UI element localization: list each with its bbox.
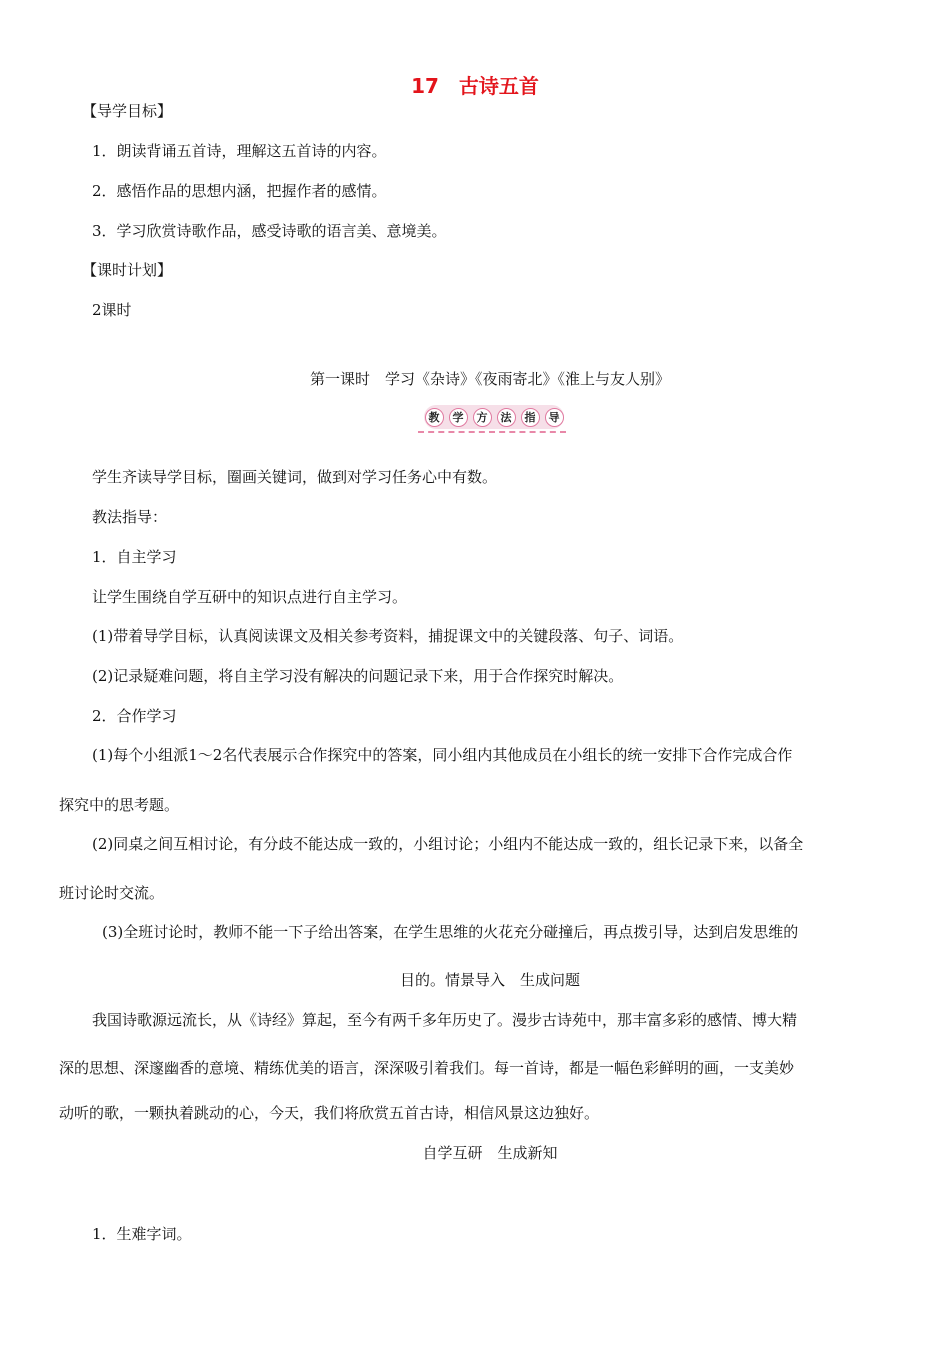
goal-item: 3．学习欣赏诗歌作品，感受诗歌的语言美、意境美。 [92,222,447,240]
paragraph: 班讨论时交流。 [59,884,165,902]
badge-char: 导 [545,408,564,427]
paragraph: 2．合作学习 [92,707,177,725]
goals-heading: 【导学目标】 [82,102,173,120]
goal-item: 1．朗读背诵五首诗，理解这五首诗的内容。 [92,142,387,160]
badge-char: 指 [521,408,540,427]
plan-heading: 【课时计划】 [82,261,173,279]
paragraph: (1)每个小组派1～2名代表展示合作探究中的答案，同小组内其他成员在小组长的统一安排下合作完成合作 [92,746,793,764]
badge-char: 法 [497,408,516,427]
lesson-heading: 第一课时 学习《杂诗》《夜雨寄北》《淮上与友人别》 [309,370,670,388]
section-heading: 自学互研 生成新知 [422,1144,558,1162]
paragraph: 让学生围绕自学互研中的知识点进行自主学习。 [92,588,408,606]
paragraph: 教法指导： [92,508,168,526]
badge-char: 方 [473,408,492,427]
intro-paragraph: 动听的歌，一颗执着跳动的心，今天，我们将欣赏五首古诗，相信风景这边独好。 [59,1104,600,1122]
paragraph: 1．自主学习 [92,548,177,566]
intro-paragraph: 我国诗歌源远流长，从《诗经》算起，至今有两千多年历史了。漫步古诗苑中，那丰富多彩的感情、博大精 [92,1011,798,1029]
plan-value: 2课时 [92,301,132,319]
paragraph: 探究中的思考题。 [59,796,180,814]
intro-paragraph: 深的思想、深邃幽香的意境、精练优美的语言，深深吸引着我们。每一首诗，都是一幅色彩鲜明的画，一支美妙 [59,1059,795,1077]
badge-char: 教 [425,408,444,427]
badge-underline [418,431,566,433]
paragraph: (2)同桌之间互相讨论，有分歧不能达成一致的，小组讨论；小组内不能达成一致的，组长记录下来，以备全 [92,835,804,853]
paragraph: 目的。情景导入 生成问题 [399,971,580,989]
paragraph: 学生齐读导学目标，圈画关键词，做到对学习任务心中有数。 [92,468,498,486]
paragraph: (1)带着导学目标，认真阅读课文及相关参考资料，捕捉课文中的关键段落、句子、词语。 [92,627,684,645]
goal-item: 2．感悟作品的思想内涵，把握作者的感情。 [92,182,387,200]
paragraph: (3)全班讨论时，教师不能一下子给出答案，在学生思维的火花充分碰撞后，再点拨引导，达到启发思维的 [102,923,799,941]
teaching-method-badge [424,405,564,429]
page-title: 17 古诗五首 [411,74,539,98]
list-item: 1．生难字词。 [92,1225,192,1243]
paragraph: (2)记录疑难问题，将自主学习没有解决的问题记录下来，用于合作探究时解决。 [92,667,624,685]
badge-char: 学 [449,408,468,427]
